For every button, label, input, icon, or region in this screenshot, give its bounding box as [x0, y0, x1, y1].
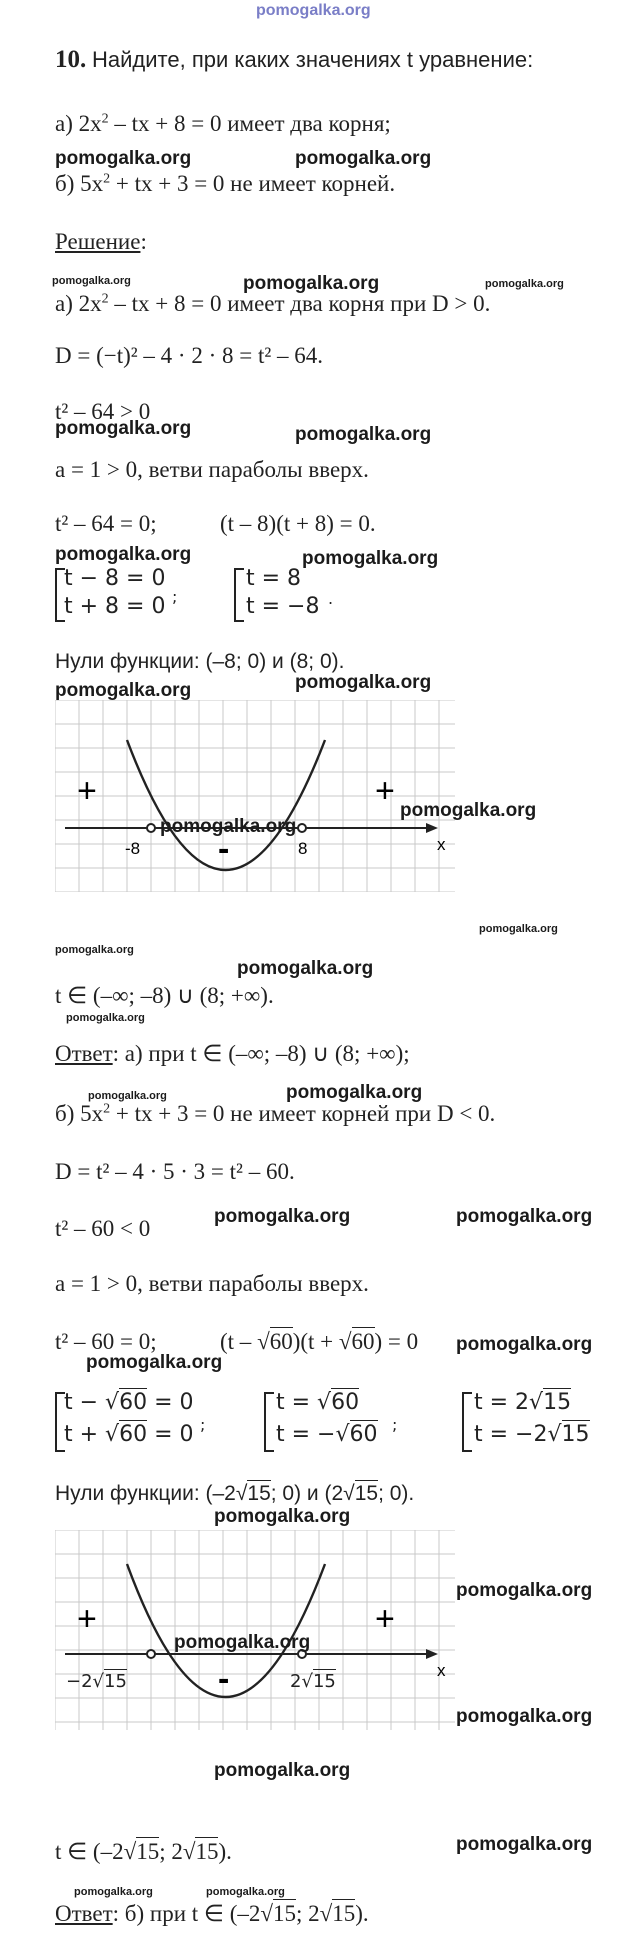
- watermark: pomogalka.org: [295, 672, 432, 693]
- solution-heading: Решение:: [55, 229, 147, 254]
- part-b-condition: б) $5x^2$ + tx + 3 = 0 не имеет корней при D < 0.: [55, 1101, 496, 1126]
- root-point-left: [147, 1650, 155, 1658]
- system-bracket: [264, 1392, 274, 1452]
- part-a-answer: Ответ: а) при t ∈ (–∞; –8) ∪ (8; +∞);: [55, 1041, 410, 1066]
- watermark: pomogalka.org: [456, 1580, 593, 1601]
- watermark: pomogalka.org: [66, 1012, 145, 1024]
- root-label-right: 2√15: [290, 1671, 336, 1692]
- part-b-factored: (t – √60)(t + √60) = 0: [220, 1329, 419, 1354]
- separator: ;: [172, 587, 178, 606]
- watermark: pomogalka.org: [52, 275, 131, 287]
- plus-sign-right: +: [375, 1600, 395, 1638]
- part-b-inequality: t² – 60 < 0: [55, 1216, 151, 1241]
- part-a-zeros: Нули функции: (–8; 0) и (8; 0).: [55, 650, 345, 673]
- task-prompt: Найдите, при каких значениях t уравнение:: [92, 47, 534, 72]
- plus-sign-left: +: [77, 772, 97, 810]
- system-bracket: [234, 568, 244, 622]
- system-bracket: [462, 1392, 472, 1452]
- root-label-right: 8: [298, 839, 308, 858]
- watermark: pomogalka.org: [237, 958, 374, 979]
- watermark: pomogalka.org: [88, 1090, 167, 1102]
- part-a-interval: t ∈ (–∞; –8) ∪ (8; +∞).: [55, 983, 274, 1008]
- watermark: pomogalka.org: [286, 1082, 423, 1103]
- axis-label-x: x: [437, 1661, 446, 1680]
- system-b1-row1: t − √60 = 0: [64, 1390, 194, 1415]
- part-b-discriminant: D = t² – 4 · 5 · 3 = t² – 60.: [55, 1159, 295, 1184]
- system-a2-row2: t = −8: [246, 594, 320, 619]
- watermark: pomogalka.org: [302, 548, 439, 569]
- separator: ;: [392, 1415, 398, 1434]
- watermark: pomogalka.org: [55, 680, 192, 701]
- watermark: pomogalka.org: [456, 1706, 593, 1727]
- x-axis-arrow: [426, 823, 438, 833]
- watermark: pomogalka.org: [214, 1506, 351, 1527]
- part-a-condition: а) $2x^2$ – tx + 8 = 0 имеет два корня при D > 0.: [55, 291, 491, 316]
- system-b3-row1: t = 2√15: [474, 1390, 572, 1415]
- plus-sign-right: +: [375, 772, 395, 810]
- task-number: 10.: [55, 46, 87, 73]
- root-label-left: -8: [125, 839, 141, 858]
- part-a-branches: a = 1 > 0, ветви параболы вверх.: [55, 457, 369, 482]
- axis-label-x: x: [437, 835, 446, 854]
- part-a-factored: (t – 8)(t + 8) = 0.: [220, 511, 376, 536]
- task-header: [55, 46, 533, 74]
- watermark: pomogalka.org: [206, 1886, 285, 1898]
- watermark: pomogalka.org: [456, 1834, 593, 1855]
- watermark: pomogalka.org: [295, 148, 432, 169]
- watermark: pomogalka.org: [55, 148, 192, 169]
- watermark: pomogalka.org: [456, 1206, 593, 1227]
- system-b3-row2: t = −2√15: [474, 1422, 590, 1447]
- watermark: pomogalka.org: [243, 273, 380, 294]
- part-a-discriminant: D = (−t)² – 4 · 2 · 8 = t² – 64.: [55, 343, 323, 368]
- watermark: pomogalka.org: [295, 424, 432, 445]
- watermark: pomogalka.org: [479, 923, 558, 935]
- watermark: pomogalka.org: [55, 544, 192, 565]
- root-label-left: −2√15: [66, 1671, 127, 1692]
- system-a1-row1: t − 8 = 0: [64, 566, 166, 591]
- watermark: pomogalka.org: [174, 1632, 311, 1653]
- part-a-inequality: t² – 64 > 0: [55, 399, 151, 424]
- parabola-graph-b: [55, 1530, 455, 1730]
- watermark: pomogalka.org: [86, 1352, 223, 1373]
- part-b-equation: t² – 60 = 0;: [55, 1329, 157, 1354]
- task-b: б) $5x^2$ + tx + 3 = 0 не имеет корней.: [55, 171, 396, 196]
- watermark: pomogalka.org: [400, 800, 537, 821]
- watermark: pomogalka.org: [456, 1334, 593, 1355]
- watermark: pomogalka.org: [74, 1886, 153, 1898]
- root-point-right: [298, 824, 306, 832]
- graph-grid: [55, 700, 455, 892]
- root-point-left: [147, 824, 155, 832]
- watermark: pomogalka.org: [214, 1206, 351, 1227]
- watermark-top: pomogalka.org: [256, 2, 371, 19]
- watermark: pomogalka.org: [160, 816, 297, 837]
- watermark: pomogalka.org: [485, 278, 564, 290]
- part-b-answer: Ответ: б) при t ∈ (–2√15; 2√15).: [55, 1901, 369, 1926]
- parabola-graph-a: [55, 700, 455, 892]
- system-a2-row1: t = 8: [246, 566, 302, 591]
- watermark: pomogalka.org: [214, 1760, 351, 1781]
- plus-sign-left: +: [77, 1600, 97, 1638]
- part-b-branches: a = 1 > 0, ветви параболы вверх.: [55, 1271, 369, 1296]
- separator: ;: [200, 1415, 206, 1434]
- system-b2-row2: t = −√60: [276, 1422, 378, 1447]
- watermark: pomogalka.org: [55, 418, 192, 439]
- part-a-equation: t² – 64 = 0;: [55, 511, 157, 536]
- system-a1-row2: t + 8 = 0: [64, 594, 166, 619]
- watermark: pomogalka.org: [55, 944, 134, 956]
- part-b-zeros: Нули функции: (–2√15; 0) и (2√15; 0).: [55, 1482, 415, 1505]
- separator: .: [328, 589, 334, 608]
- system-b2-row1: t = √60: [276, 1390, 360, 1415]
- system-b1-row2: t + √60 = 0: [64, 1422, 194, 1447]
- part-b-interval: t ∈ (–2√15; 2√15).: [55, 1839, 232, 1864]
- task-a: а) $2x^2$ – tx + 8 = 0 имеет два корня;: [55, 111, 391, 136]
- minus-sign: -: [218, 830, 230, 868]
- graph-grid: [55, 1530, 455, 1730]
- minus-sign: -: [218, 1660, 230, 1698]
